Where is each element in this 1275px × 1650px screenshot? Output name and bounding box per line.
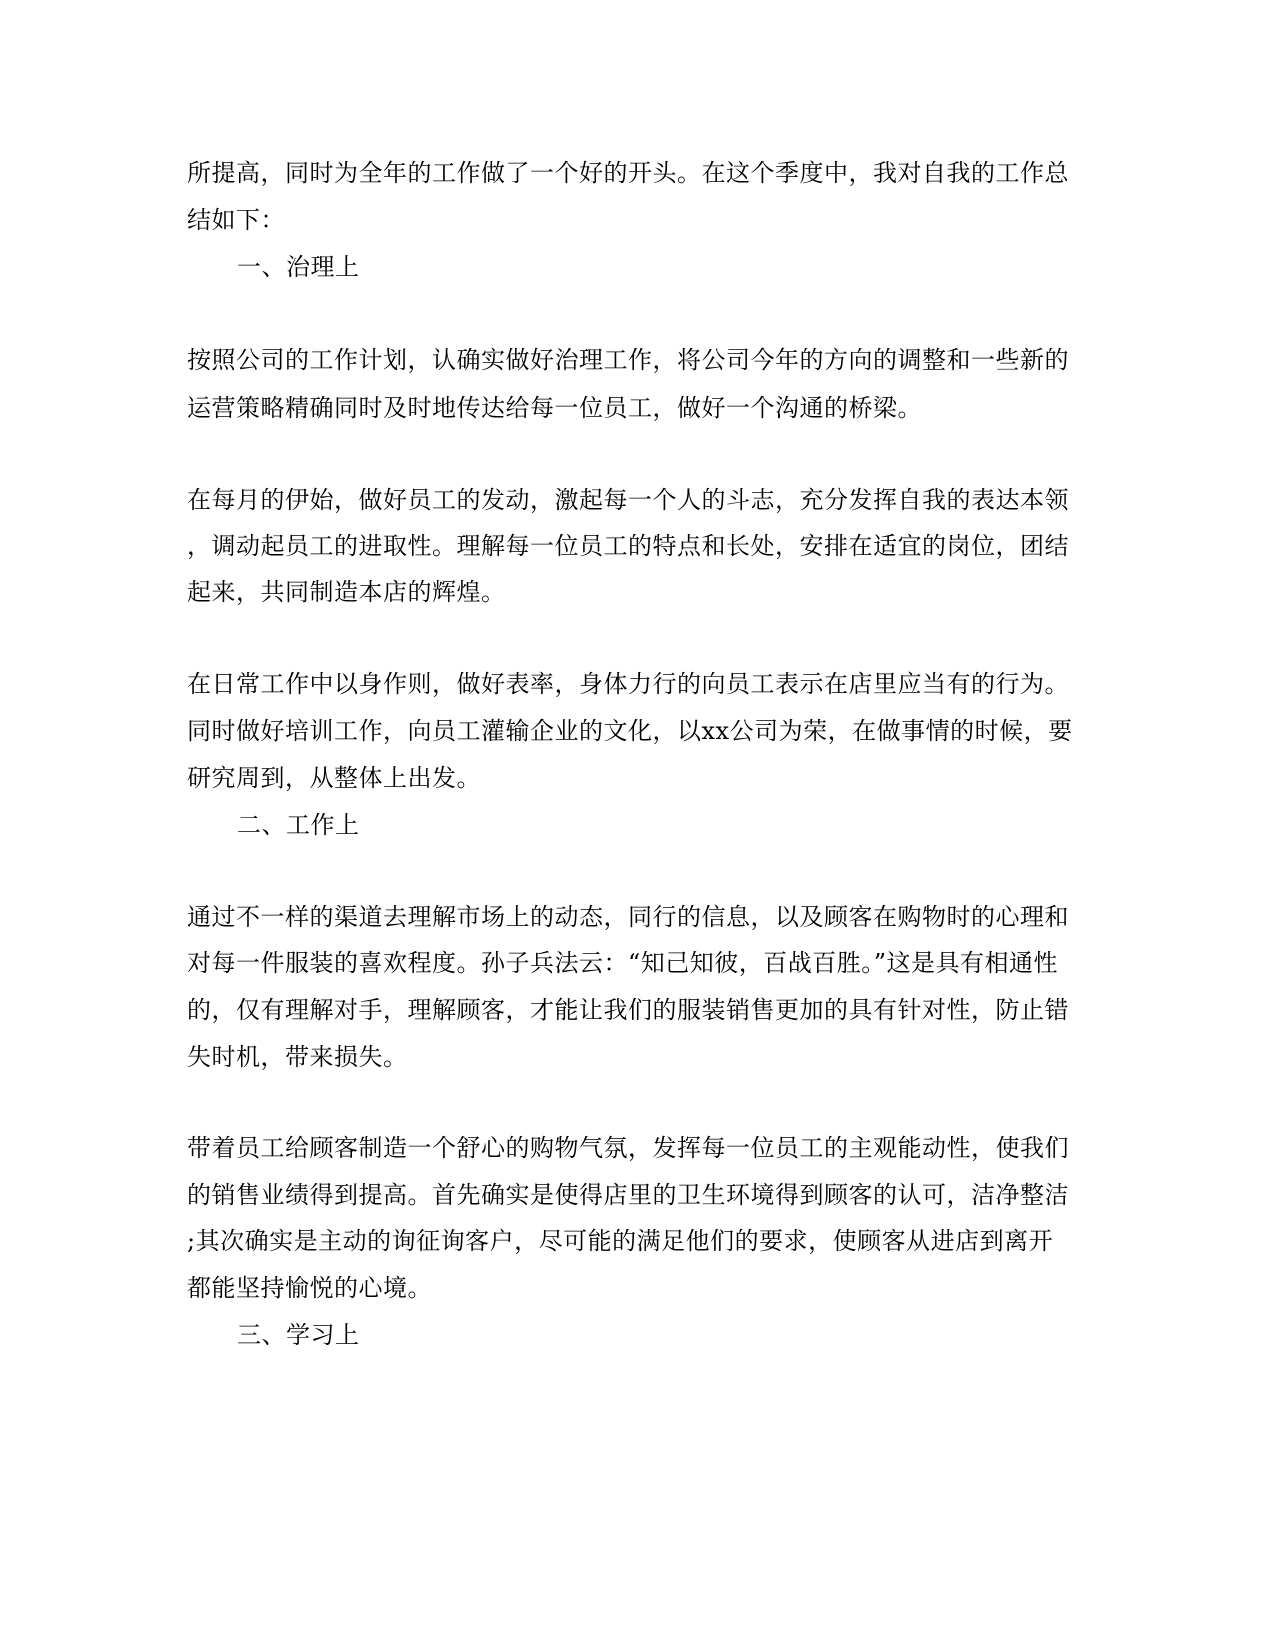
paragraph-line: 结如下：	[187, 206, 285, 234]
paragraph-line: ;其次确实是主动的询征询客户，尽可能的满足他们的要求，使顾客从进店到离开	[187, 1227, 1054, 1255]
paragraph-line: 的，仅有理解对手，理解顾客，才能让我们的服装销售更加的具有针对性，防止错	[187, 996, 1069, 1024]
section-heading: 二、工作上	[237, 811, 360, 839]
section-heading: 一、治理上	[237, 253, 360, 281]
paragraph-line: ，调动起员工的进取性。理解每一位员工的特点和长处，安排在适宜的岗位，团结	[187, 532, 1069, 560]
paragraph-line: 按照公司的工作计划，认确实做好治理工作，将公司今年的方向的调整和一些新的	[187, 346, 1069, 374]
paragraph-line: 带着员工给顾客制造一个舒心的购物气氛，发挥每一位员工的主观能动性，使我们	[187, 1134, 1069, 1162]
paragraph-line: 同时做好培训工作，向员工灌输企业的文化，以xx公司为荣，在做事情的时候，要	[187, 717, 1073, 745]
paragraph-line: 运营策略精确同时及时地传达给每一位员工，做好一个沟通的桥梁。	[187, 394, 922, 422]
paragraph-line: 所提高，同时为全年的工作做了一个好的开头。在这个季度中，我对自我的工作总	[187, 159, 1069, 187]
paragraph-line: 失时机，带来损失。	[187, 1043, 408, 1071]
paragraph-line: 在日常工作中以身作则，做好表率，身体力行的向员工表示在店里应当有的行为。	[187, 670, 1069, 698]
paragraph-line: 在每月的伊始，做好员工的发动，激起每一个人的斗志，充分发挥自我的表达本领	[187, 486, 1069, 514]
paragraph-line: 对每一件服装的喜欢程度。孙子兵法云：“知己知彼，百战百胜。”这是具有相通性	[187, 949, 1059, 977]
paragraph-line: 的销售业绩得到提高。首先确实是使得店里的卫生环境得到顾客的认可，洁净整洁	[187, 1181, 1069, 1209]
paragraph-line: 研究周到，从整体上出发。	[187, 764, 481, 792]
paragraph-line: 起来，共同制造本店的辉煌。	[187, 578, 506, 606]
section-heading: 三、学习上	[237, 1321, 360, 1349]
paragraph-line: 都能坚持愉悦的心境。	[187, 1274, 432, 1302]
paragraph-line: 通过不一样的渠道去理解市场上的动态，同行的信息，以及顾客在购物时的心理和	[187, 903, 1069, 931]
